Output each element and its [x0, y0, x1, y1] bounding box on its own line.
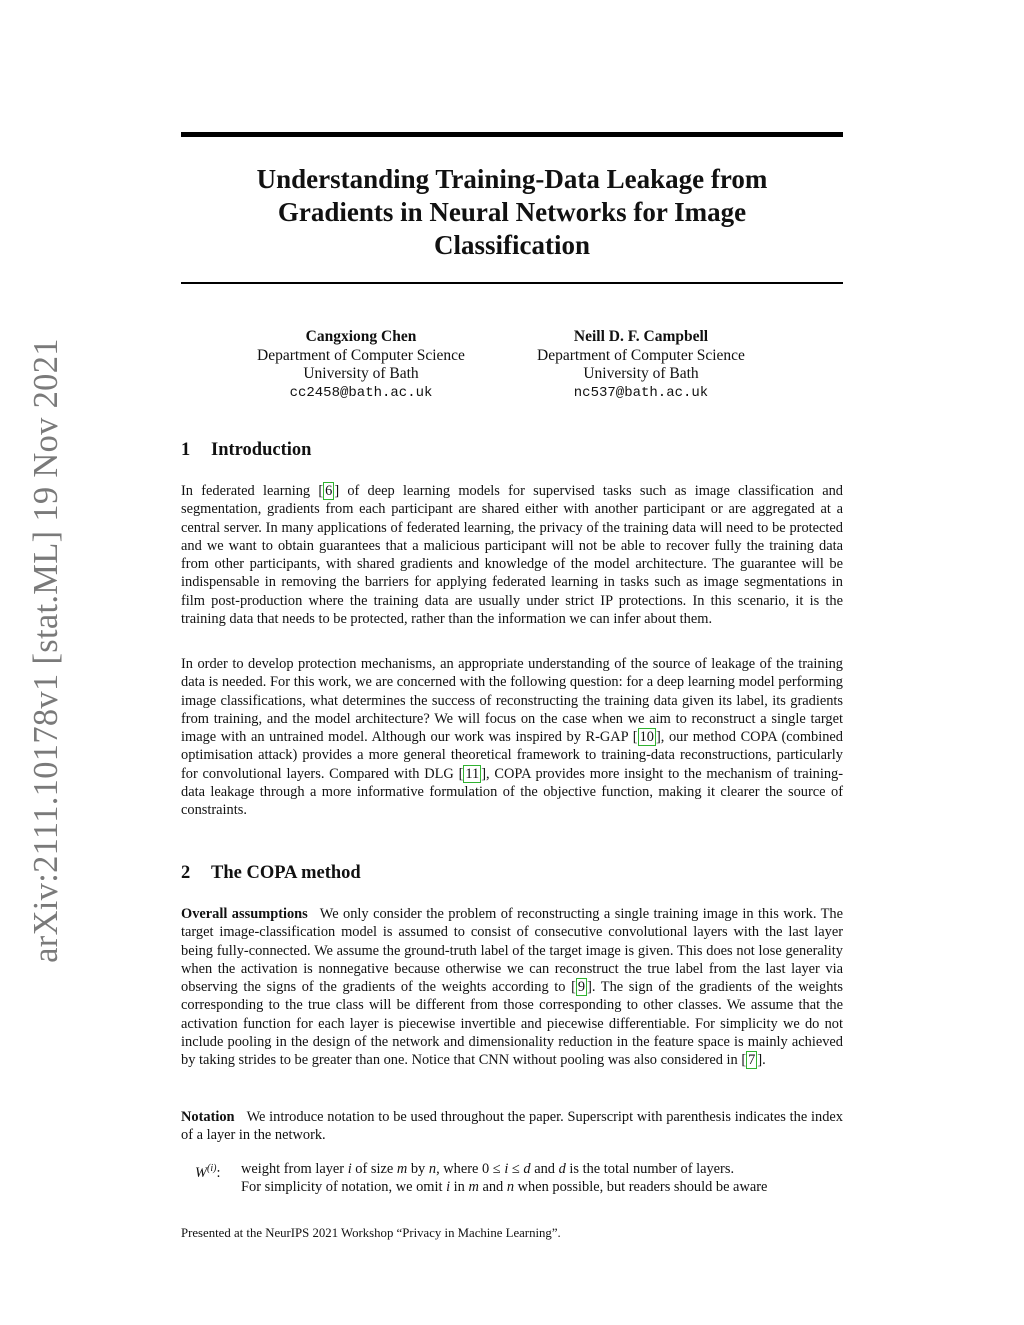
section-1-heading — [181, 440, 311, 461]
title-line-3: Classification — [433, 230, 590, 260]
notation-term-weight — [195, 1160, 241, 1182]
assumptions-text-b: ]. The sign of the gradients of the weights corresponding to the true class will be different from those corresponding to other classes. We assume that the activation function for each layer is piecewise invertible and piecewise differentiable. For simplicity we do not include pooling in the design of the network and dimensionality reduction in the feature space is mainly achieved by taking strides to be greater than one. Notice that CNN without pooling was also considered in [ — [181, 979, 843, 1069]
notation-var-n: n — [506, 1179, 515, 1196]
intro-p1-text-a: In federated learning [ — [181, 483, 324, 499]
author-1-name: Cangxiong Chen — [305, 328, 417, 345]
assumptions-paragraph — [181, 905, 843, 1070]
notation-var-i: i — [446, 1179, 451, 1196]
section-1-number: 1 — [181, 440, 191, 460]
citation-link-9[interactable]: 9 — [577, 979, 586, 996]
notation-desc-text: and — [478, 1179, 507, 1196]
author-1 — [211, 328, 511, 402]
notation-desc-text: is the total number of layers. — [565, 1161, 735, 1177]
notation-heading: Notation — [181, 1109, 235, 1125]
notation-paragraph — [181, 1108, 843, 1145]
section-2-heading — [181, 863, 361, 884]
author-2-department: Department of Computer Science — [537, 346, 745, 364]
notation-desc-text: by — [407, 1161, 429, 1177]
intro-paragraph-2 — [181, 655, 843, 820]
notation-description-weight — [241, 1160, 843, 1197]
notation-desc-text: For simplicity of notation, we omit — [241, 1179, 447, 1196]
notation-desc-text: and — [530, 1161, 559, 1177]
author-1-department: Department of Computer Science — [257, 346, 465, 364]
intro-p2-text-c: ], COPA provides more insight to the mechanism of training-data leakage through a more informative formulation of the objective function, making it clearer the source of constraints. — [181, 765, 843, 819]
title-line-2: Gradients in Neural Networks for Image — [277, 197, 747, 227]
notation-text: We introduce notation to be used throughout the paper. Superscript with parenthesis indicates the index of a layer in the network. — [181, 1109, 843, 1144]
arxiv-identifier-stamp — [24, 337, 68, 963]
notation-var-i: i — [504, 1161, 509, 1177]
section-2-title: The COPA method — [211, 863, 361, 883]
section-1-title: Introduction — [211, 440, 312, 460]
title-top-rule — [181, 132, 843, 137]
notation-desc-text: of size — [351, 1161, 397, 1177]
intro-paragraph-1 — [181, 482, 843, 628]
citation-link-7[interactable]: 7 — [748, 1052, 756, 1069]
author-2-email: nc537@bath.ac.uk — [573, 384, 709, 401]
workshop-footnote: Presented at the NeurIPS 2021 Workshop “Privacy in Machine Learning”. — [181, 1226, 561, 1240]
notation-desc-text: when possible, but readers should be aware — [514, 1179, 768, 1196]
notation-var-m: m — [468, 1179, 479, 1196]
notation-desc-text: , where 0 ≤ — [436, 1161, 505, 1177]
arxiv-identifier-text: arXiv:2111.10178v1 [stat.ML] 19 Nov 2021 — [26, 337, 65, 963]
paper-title — [181, 163, 843, 262]
notation-desc-text: in — [450, 1179, 469, 1196]
title-line-1: Understanding Training-Data Leakage from — [256, 164, 768, 194]
assumptions-heading: Overall assumptions — [181, 906, 308, 922]
author-2-university: University of Bath — [583, 365, 699, 382]
notation-var-n: n — [428, 1161, 437, 1177]
section-2-number: 2 — [181, 863, 191, 883]
author-1-university: University of Bath — [303, 365, 419, 382]
notation-desc-text: ≤ — [508, 1161, 524, 1177]
notation-var-i: i — [347, 1161, 352, 1177]
notation-var-m: m — [396, 1161, 408, 1177]
assumptions-text-c: ]. — [757, 1052, 766, 1069]
intro-p2-text-a: In order to develop protection mechanisms, an appropriate understanding of the source of leakage of the training data is needed. For this work, we are concerned with the following question: for a deep learning model performing image classifications, what determines the success of reconstructing the training data given its label, its gradients from training, and the model architecture? We will focus on the case when we aim to reconstruct a single target image with an untrained model. Although our work was inspired by R-GAP [ — [181, 656, 843, 746]
citation-link-6[interactable]: 6 — [325, 483, 333, 499]
title-bottom-rule — [181, 282, 843, 284]
notation-var-d: d — [523, 1161, 531, 1177]
notation-symbol-superscript: (i) — [207, 1163, 217, 1174]
author-block — [181, 328, 843, 408]
notation-symbol: W — [195, 1164, 207, 1181]
intro-p1-text-b: ] of deep learning models for supervised tasks such as image classification and segmentation, gradients from each participant are shared either with another participant or are aggregated at a central server. In many applications of federated learning, the privacy of the training data will need to be protected and we want to obtain guarantees that a malicious participant will not be able to recover fully the training data from other participants, with shared gradients and knowledge of the model architecture. The guarantee will be indispensable in removing the barriers for applying federated learning in tasks such as image segmentations in film post-production where the training data are usually under strict IP protections. In this scenario, it is the training data that needs to be protected, rather than the information we can infer about them. — [181, 483, 843, 628]
citation-link-11[interactable]: 11 — [465, 765, 480, 782]
notation-colon: : — [216, 1164, 221, 1181]
author-1-email: cc2458@bath.ac.uk — [289, 384, 433, 401]
notation-var-d: d — [558, 1161, 566, 1177]
intro-p2-text-b: ], our method COPA (combined optimisation attack) provides a more general theoretical framework to training-data reconstructions, particularly for convolutional layers. Compared with DLG [ — [181, 729, 843, 782]
author-2-name: Neill D. F. Campbell — [573, 328, 709, 345]
citation-link-10[interactable]: 10 — [639, 729, 654, 746]
author-2 — [491, 328, 791, 402]
notation-desc-text: weight from layer — [241, 1161, 348, 1177]
assumptions-text-a: We only consider the problem of reconstructing a single training image in this work. The target image-classification model is assumed to consist of consecutive convolutional layers with the last layer being fully-connected. We assume the ground-truth label of the target image is given. This does not lose generality when the activation is nonnegative because otherwise we can reconstruct the true label from the last layer via observing the signs of the gradients of the weights according to [ — [181, 906, 843, 996]
